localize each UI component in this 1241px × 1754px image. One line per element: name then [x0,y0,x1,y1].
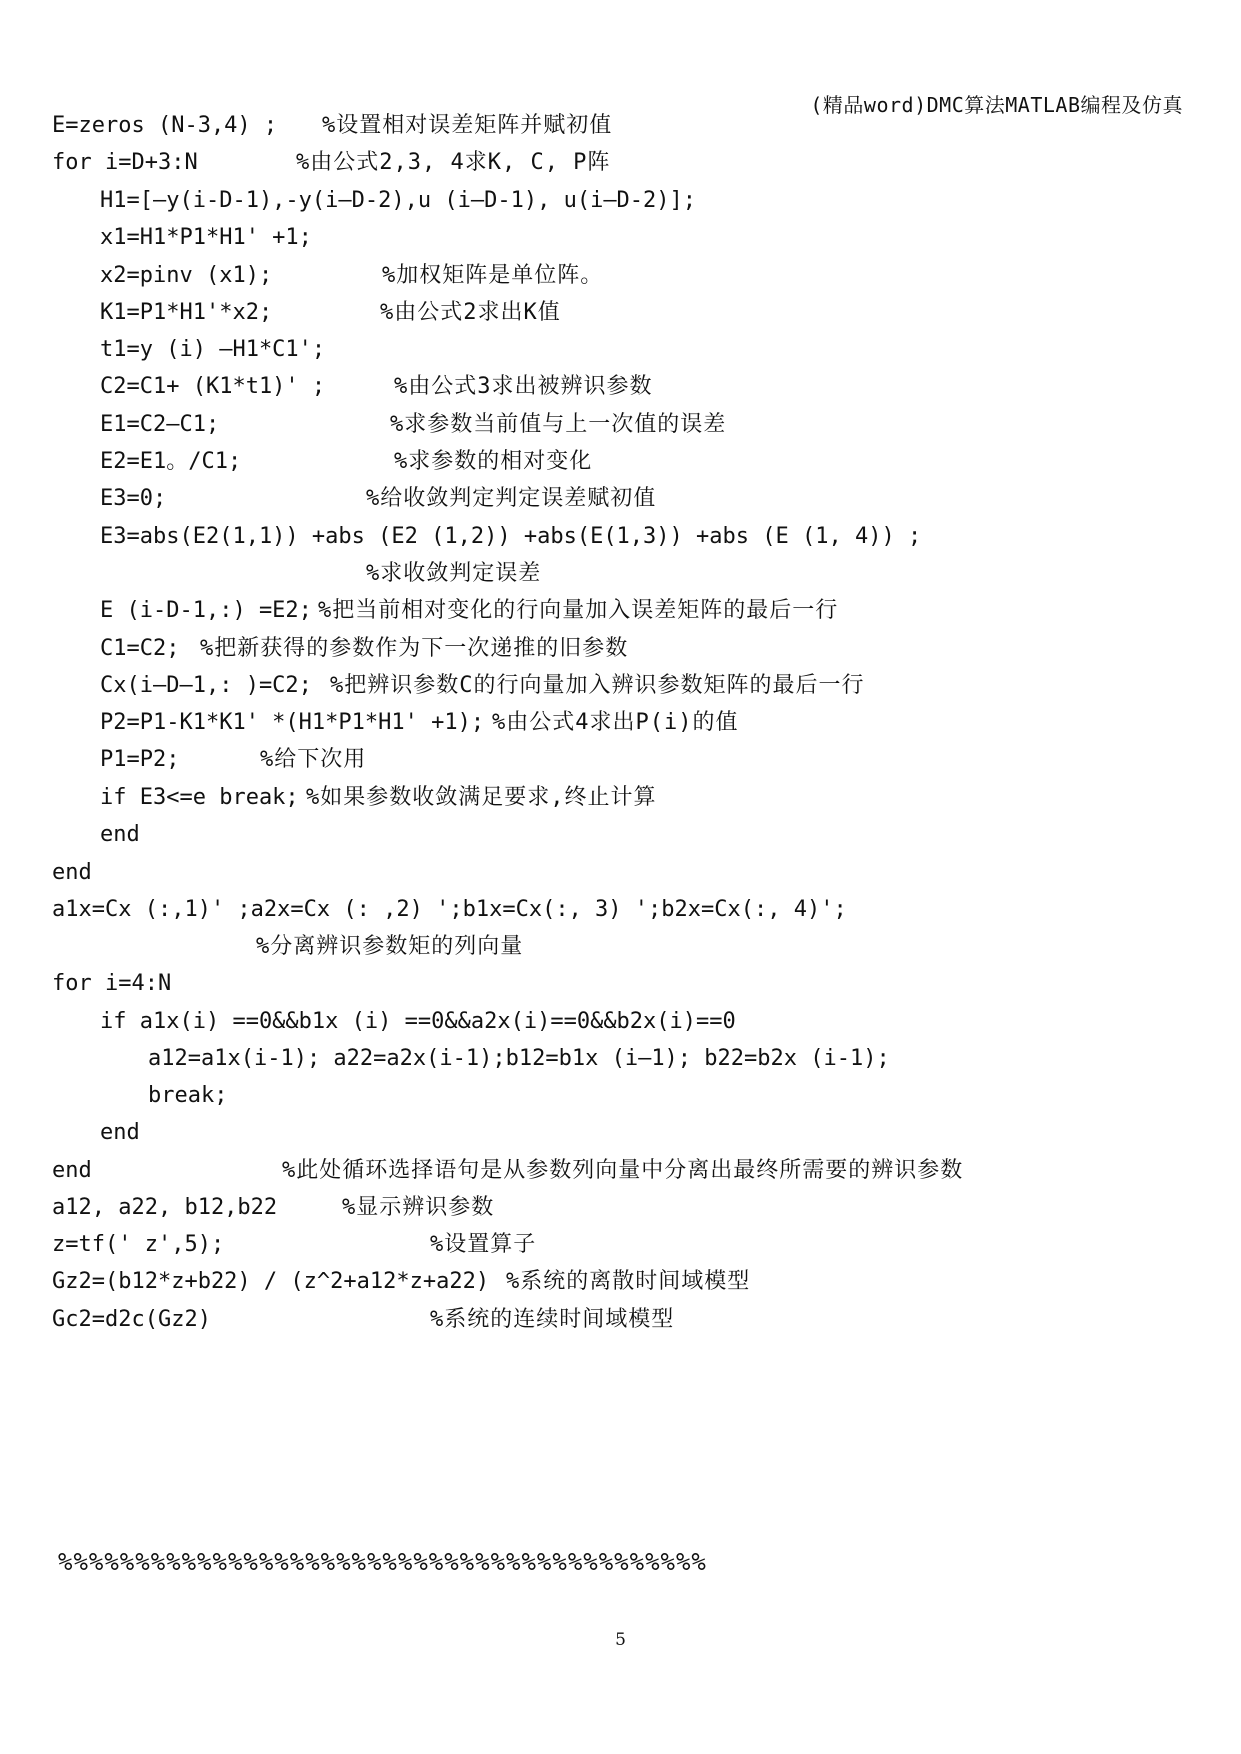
code-line: C1=C2; [100,636,180,661]
code-line: E (i-D-1,:) =E2; [100,598,312,623]
code-line: E1=C2—C1; [100,412,220,437]
code-line: K1=P1*H1'*x2; [100,300,273,325]
code-line: P2=P1-K1*K1' *(H1*P1*H1' +1); [100,710,485,735]
code-line: Cx(i—D—1,: )=C2; [100,673,312,698]
code-line: break; [148,1083,228,1108]
code-line: a1x=Cx (:,1)' ;a2x=Cx (: ,2) ';b1x=Cx(:, 3) ';b2x=Cx(:, 4)'; [52,897,847,922]
percent-separator: %%%%%%%%%%%%%%%%%%%%%%%%%%%%%%%%%%%%%%%%%% [58,1548,707,1576]
code-comment: %把当前相对变化的行向量加入误差矩阵的最后一行 [318,598,839,623]
code-line: C2=C1+ (K1*t1)' ; [100,374,326,399]
code-comment: %如果参数收敛满足要求,终止计算 [306,785,657,810]
code-line: a12, a22, b12,b22 [52,1195,278,1220]
code-comment: %加权矩阵是单位阵。 [382,263,604,288]
code-comment: %此处循环选择语句是从参数列向量中分离出最终所需要的辨识参数 [282,1158,964,1183]
code-comment: %由公式2,3, 4求K, C, P阵 [296,150,611,175]
code-line: end [100,822,140,847]
code-line: end [52,1158,92,1183]
code-line: end [100,1120,140,1145]
code-comment: %给收敛判定判定误差赋初值 [366,486,657,511]
code-line: end [52,860,92,885]
code-comment: %由公式2求出K值 [380,300,561,325]
code-line: H1=[—y(i-D-1),-y(i—D-2),u (i—D-1), u(i—D-2)]; [100,188,697,213]
code-comment: %把辨识参数C的行向量加入辨识参数矩阵的最后一行 [330,673,865,698]
code-comment: %由公式3求出被辨识参数 [394,374,653,399]
code-line: if E3<=e break; [100,785,299,810]
code-line: x2=pinv (x1); [100,263,273,288]
code-comment: %由公式4求出P(i)的值 [492,710,739,735]
code-comment: %求收敛判定误差 [366,561,542,586]
code-line: Gc2=d2c(Gz2) [52,1307,211,1332]
code-comment: %设置相对误差矩阵并赋初值 [322,113,613,138]
code-comment: %设置算子 [430,1232,537,1257]
code-line: Gz2=(b12*z+b22) / (z^2+a12*z+a22) [52,1269,490,1294]
code-line: t1=y (i) —H1*C1'; [100,337,326,362]
code-comment: %分离辨识参数矩的列向量 [256,934,524,959]
code-line: for i=D+3:N [52,150,198,175]
code-comment: %系统的离散时间域模型 [506,1269,751,1294]
code-comment: %给下次用 [260,747,367,772]
code-line: for i=4:N [52,971,172,996]
code-line: a12=a1x(i-1); a22=a2x(i-1);b12=b1x (i—1); b22=b2x (i-1); [148,1046,890,1071]
code-comment: %系统的连续时间域模型 [430,1307,675,1332]
code-comment: %显示辨识参数 [342,1195,495,1220]
code-comment: %求参数的相对变化 [394,449,593,474]
page-number: 5 [615,1630,626,1650]
code-line: if a1x(i) ==0&&b1x (i) ==0&&a2x(i)==0&&b2x(i)==0 [100,1009,736,1034]
code-line: E3=0; [100,486,167,511]
code-line: z=tf(' z',5); [52,1232,225,1257]
code-line: E2=E1。/C1; [100,449,242,474]
code-line: E3=abs(E2(1,1)) +abs (E2 (1,2)) +abs(E(1,3)) +abs (E (1, 4)) ; [100,524,922,549]
code-comment: %求参数当前值与上一次值的误差 [390,412,727,437]
document-header: (精品word)DMC算法MATLAB编程及仿真 [810,93,1183,117]
code-line: E=zeros (N-3,4) ; [52,113,278,138]
code-line: P1=P2; [100,747,180,772]
code-line: x1=H1*P1*H1' +1; [100,225,312,250]
code-comment: %把新获得的参数作为下一次递推的旧参数 [200,636,629,661]
